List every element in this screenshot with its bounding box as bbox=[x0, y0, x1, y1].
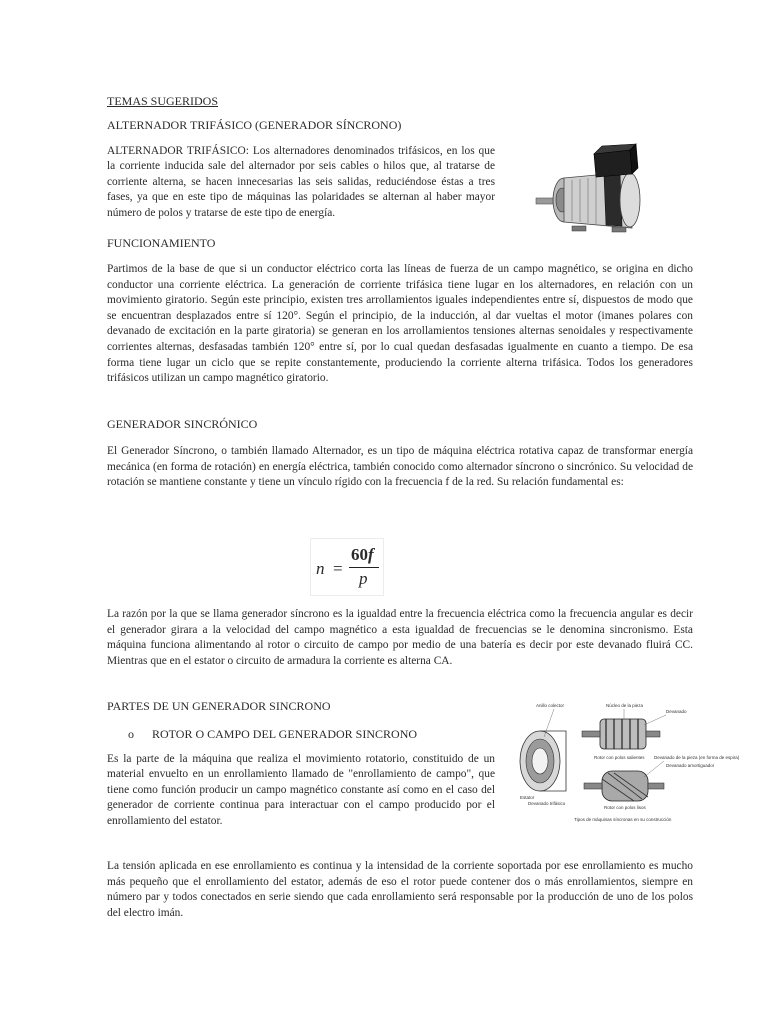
heading-temas-sugeridos: TEMAS SUGERIDOS bbox=[107, 94, 219, 108]
figure-label-5: Devanado de la pieza (en forma de espira) bbox=[654, 755, 740, 760]
paragraph-funcionamiento: Partimos de la base de que si un conductor eléctrico corta las líneas de fuerza de un campo magnético, se origina en dicho conductor una corriente eléctrica. La generación de corriente trifásica tiene lugar en los alternadores, en relación con un movimiento giratorio. Según este principio, existen tres arrollamientos iguales independientes entre sí, dispuestos de modo que se encuentran desplazados entre sí 120°. Según el principio, de la inducción, al dar vueltas el motor (imanes polares con devanado de excitación en la parte giratoria) se generan en los arrollamientos tensiones alternas senoidales y respectivamente corrientes alternas, desfasadas también 120° entre sí, por lo cual quedan desfasadas igualmente en cuanto a tiempo. De esa forma tiene lugar un ciclo que se repite constantemente, produciendo la corriente alterna trifásica. Todos los generadores trifásicos utilizan un campo magnético giratorio. bbox=[107, 263, 693, 385]
figure-label-1: Anillo colector bbox=[536, 703, 565, 708]
figure-label-9: Devanado trifásico bbox=[528, 801, 566, 806]
synchronous-machine-figure bbox=[514, 697, 740, 827]
heading-alternador-trifasico: ALTERNADOR TRIFÁSICO (GENERADOR SÍNCRONO) bbox=[107, 118, 402, 132]
figure-label-2: Núcleo de la pieza bbox=[606, 703, 644, 708]
heading-generador-sincronico: GENERADOR SINCRÓNICO bbox=[107, 417, 258, 431]
paragraph-sincronico: El Generador Síncrono, o también llamado Alternador, es un tipo de máquina eléctrica rotativa capaz de transformar energía mecánica (en forma de rotación) en energía eléctrica, también conocido como alternador síncrono o sincrónico. Su velocidad de rotación se mantiene constante y tiene un vínculo rígido con la frecuencia f de la red. Su relación fundamental es: bbox=[107, 445, 693, 489]
formula-lhs: n bbox=[316, 559, 325, 578]
heading-rotor: ROTOR O CAMPO DEL GENERADOR SINCRONO bbox=[152, 727, 418, 741]
figure-caption: Tipos de máquinas síncronas en su construcción bbox=[574, 817, 672, 822]
paragraph-tension: La tensión aplicada en ese enrollamiento es continua y la intensidad de la corriente soportada por ese enrollamiento es mucho más pequeño que el enrollamiento del estator, además de eso el rotor puede contener dos o más enrollamientos, siempre en número par y todos conectados en serie siendo que cada enrollamiento será responsable por la producción de uno de los polos del electro imán. bbox=[107, 860, 693, 919]
figure-label-3: Devanado bbox=[666, 709, 687, 714]
bullet-rotor bbox=[128, 727, 417, 742]
figure-label-6: Devanado amortiguador bbox=[666, 763, 715, 768]
figure-label-8: Rotor con polos lisos bbox=[604, 805, 646, 810]
alternator-image bbox=[532, 142, 660, 234]
paragraph-rotor: Es la parte de la máquina que realiza el movimiento rotatorio, constituido de un material envuelto en un enrollamiento llamado de "enrollamiento de campo", que tiene como función producir un campo magnético constante así como en el caso del generador de corriente continua para interactuar con el campo producido por el enrollamiento del estator. bbox=[107, 753, 495, 827]
paragraph-alternador: ALTERNADOR TRIFÁSICO: Los alternadores denominados trifásicos, en los que la corriente inducida sale del alternador por seis cables o hilos que, al tratarse de corriente alterna, se hacen innecesarias las seis salidas, reduciéndose éstas a tres fases, ya que en este tipo de máquinas las polaridades se alternan al haber mayor número de polos y tratarse de este tipo de energía. bbox=[107, 145, 495, 219]
formula-n-60f-p bbox=[310, 538, 384, 596]
fraction-bar bbox=[349, 567, 379, 568]
heading-funcionamiento: FUNCIONAMIENTO bbox=[107, 236, 216, 250]
formula-denominator: p bbox=[359, 569, 368, 588]
formula-numerator-variable: f bbox=[368, 545, 374, 564]
paragraph-razon: La razón por la que se llama generador síncrono es la igualdad entre la frecuencia eléctrica como la frecuencia angular es decir el generador girara a la velocidad del campo magnético a esta igualdad de frecuencias se le denomina sincronismo. Esta máquina funciona alimentando al rotor o circuito de campo por medio de una batería es decir por este devanado fluirá CC. Mientras que en el estator o circuito de armadura la corriente es alterna CA. bbox=[107, 608, 693, 667]
formula-equals: = bbox=[333, 559, 343, 578]
bullet-marker: o bbox=[128, 727, 134, 741]
figure-label-4: Rotor con polos salientes bbox=[594, 755, 645, 760]
formula-numerator-number: 60 bbox=[351, 545, 368, 564]
heading-partes: PARTES DE UN GENERADOR SINCRONO bbox=[107, 699, 331, 713]
formula-numerator bbox=[351, 545, 374, 565]
figure-label-7: Estator bbox=[520, 795, 535, 800]
